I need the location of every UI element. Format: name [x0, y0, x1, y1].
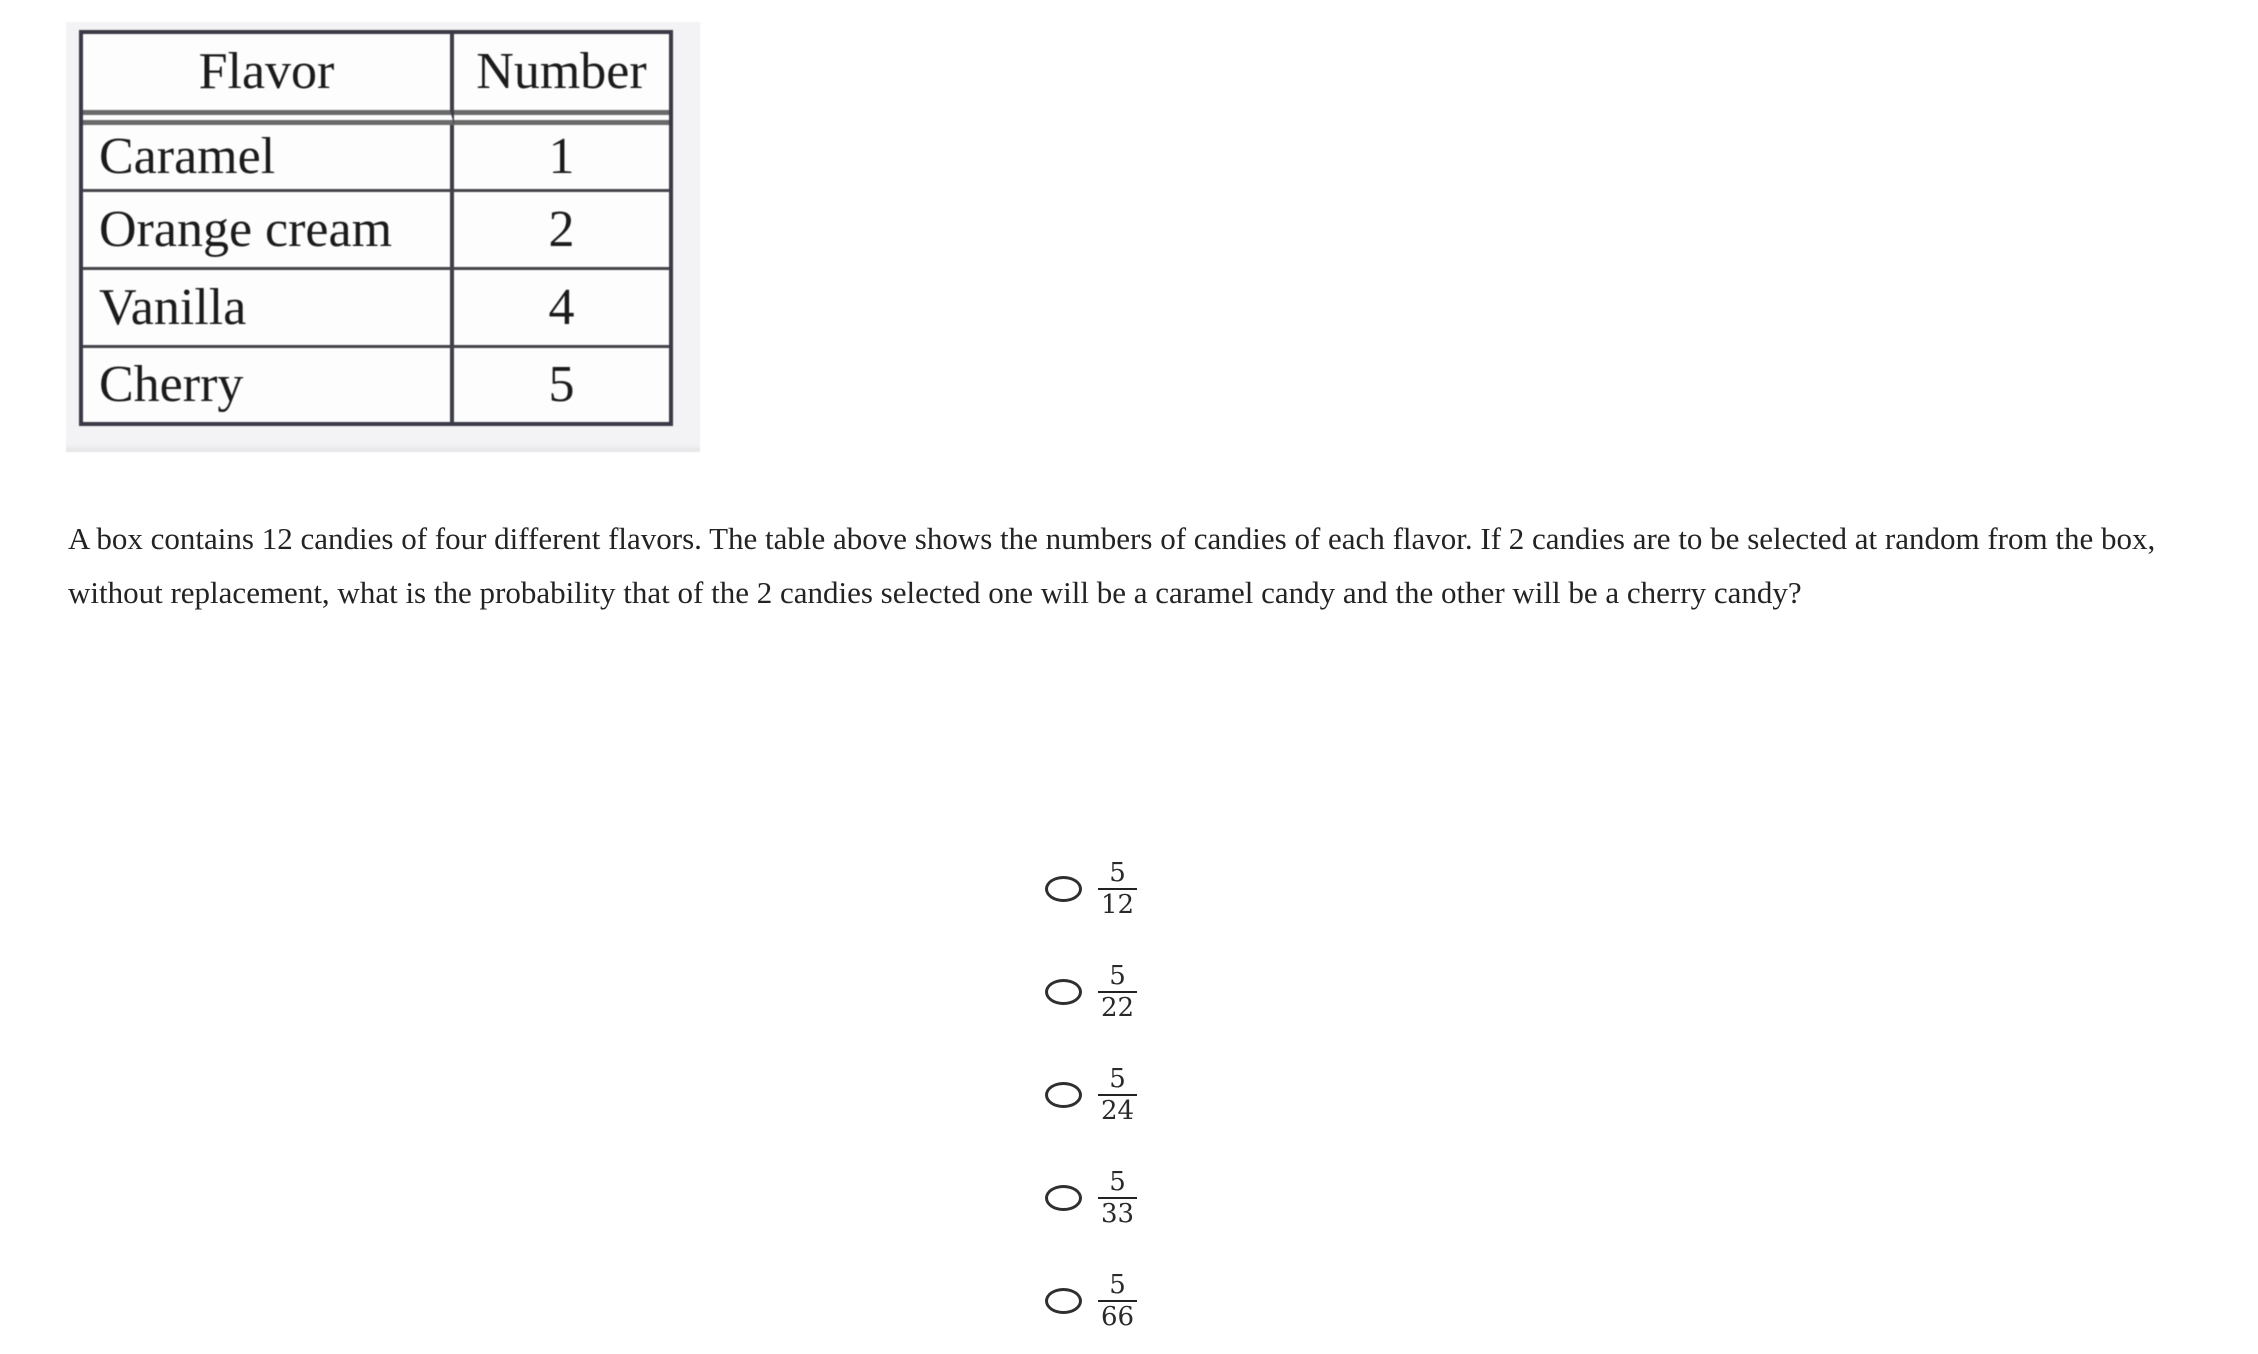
answer-option[interactable] — [1045, 857, 1137, 920]
fraction — [1098, 1063, 1137, 1126]
flavor-cell: Orange cream — [83, 192, 454, 270]
flavor-table — [79, 30, 673, 426]
fraction-denominator: 22 — [1098, 991, 1137, 1021]
candy-table-image — [66, 22, 700, 452]
answer-option[interactable] — [1045, 1166, 1137, 1229]
fraction-numerator: 5 — [1109, 1269, 1126, 1300]
radio-button[interactable] — [1045, 1185, 1082, 1211]
answer-option[interactable] — [1045, 960, 1137, 1023]
question-text: A box contains 12 candies of four different flavors. The table above shows the numbers of candies of each flavor. If 2 candies are to be selected at random from the box, without replacement, what is the probability that of the 2 candies selected one will be a caramel candy and the other will be a cherry candy? — [68, 521, 2156, 610]
table-row — [83, 348, 669, 422]
flavor-cell: Caramel — [83, 125, 454, 192]
radio-button[interactable] — [1045, 979, 1082, 1005]
fraction-denominator: 33 — [1098, 1197, 1137, 1227]
fraction — [1098, 1269, 1137, 1332]
fraction-denominator: 12 — [1098, 888, 1137, 918]
table-header-number: Number — [454, 34, 669, 125]
fraction — [1098, 857, 1137, 920]
radio-button[interactable] — [1045, 876, 1082, 902]
fraction-numerator: 5 — [1109, 1063, 1126, 1094]
number-cell: 1 — [454, 125, 669, 192]
number-cell: 5 — [548, 356, 575, 413]
answer-option[interactable] — [1045, 1063, 1137, 1126]
flavor-cell: Vanilla — [83, 270, 454, 348]
fraction-numerator: 5 — [1109, 960, 1126, 991]
fraction — [1098, 960, 1137, 1023]
fraction-denominator: 66 — [1098, 1300, 1137, 1330]
radio-button[interactable] — [1045, 1082, 1082, 1108]
radio-button[interactable] — [1045, 1288, 1082, 1314]
flavor-cell: Cherry — [83, 348, 454, 422]
fraction-denominator: 24 — [1098, 1094, 1137, 1124]
fraction-numerator: 5 — [1109, 857, 1126, 888]
fraction — [1098, 1166, 1137, 1229]
answer-option[interactable] — [1045, 1269, 1137, 1332]
fraction-numerator: 5 — [1109, 1166, 1126, 1197]
table-row — [83, 125, 669, 192]
table-row — [83, 192, 669, 270]
table-header-row — [83, 34, 669, 125]
number-cell: 4 — [454, 270, 669, 348]
table-header-flavor: Flavor — [83, 34, 454, 125]
answer-options — [1045, 857, 1137, 1354]
number-cell: 2 — [454, 192, 669, 270]
table-row — [83, 270, 669, 348]
